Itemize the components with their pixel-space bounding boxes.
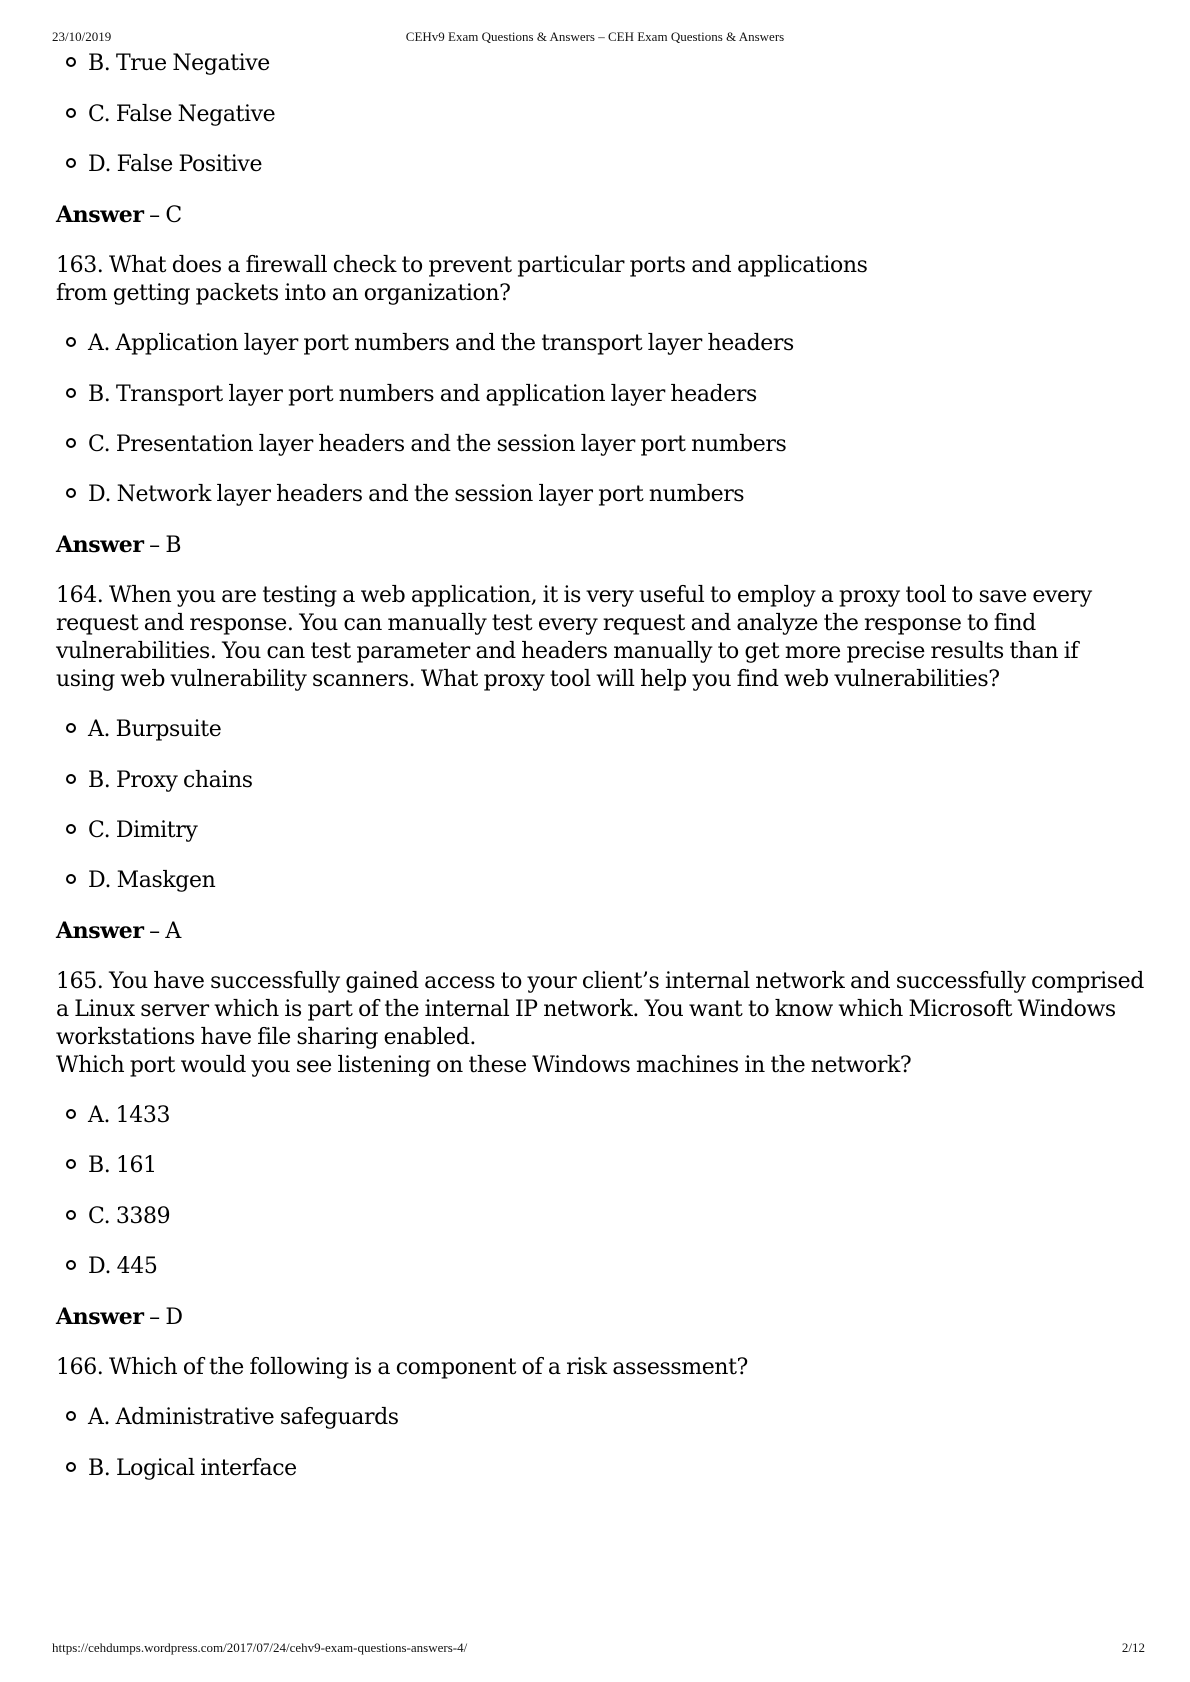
bullet-icon bbox=[66, 723, 76, 733]
bullet-icon bbox=[66, 337, 76, 347]
bullet-icon bbox=[66, 1159, 76, 1169]
option-163-d: D. Network layer headers and the session layer port numbers bbox=[66, 481, 744, 509]
option-165-d: D. 445 bbox=[66, 1253, 157, 1281]
option-165-a: A. 1433 bbox=[66, 1102, 170, 1130]
question-165-line-2: a Linux server which is part of the internal IP network. You want to know which Microsoft Windows bbox=[56, 997, 1116, 1022]
option-165-c: C. 3389 bbox=[66, 1203, 170, 1231]
bullet-icon bbox=[66, 1210, 76, 1220]
question-165-line-3: workstations have file sharing enabled. bbox=[56, 1025, 476, 1050]
bullet-icon bbox=[66, 438, 76, 448]
page-number: 2/12 bbox=[1121, 1640, 1145, 1655]
option-162-b: B. True Negative bbox=[66, 50, 270, 78]
option-163-a: A. Application layer port numbers and the transport layer headers bbox=[66, 330, 794, 358]
bullet-icon bbox=[66, 874, 76, 884]
answer-164: Answer – A bbox=[56, 918, 181, 944]
bullet-icon bbox=[66, 774, 76, 784]
bullet-icon bbox=[66, 824, 76, 834]
question-164-line-2: request and response. You can manually test every request and analyze the response to find bbox=[56, 611, 1036, 636]
bullet-icon bbox=[66, 1109, 76, 1119]
print-footer bbox=[0, 1640, 1190, 1660]
question-164-line-1: 164. When you are testing a web application, it is very useful to employ a proxy tool to save every bbox=[56, 583, 1092, 608]
bullet-icon bbox=[66, 1411, 76, 1421]
option-164-d: D. Maskgen bbox=[66, 867, 215, 895]
option-166-a: A. Administrative safeguards bbox=[66, 1404, 399, 1432]
option-162-c: C. False Negative bbox=[66, 101, 275, 129]
bullet-icon bbox=[66, 57, 76, 67]
bullet-icon bbox=[66, 1260, 76, 1270]
option-164-a: A. Burpsuite bbox=[66, 716, 221, 744]
bullet-icon bbox=[66, 158, 76, 168]
bullet-icon bbox=[66, 488, 76, 498]
page-url: https://cehdumps.wordpress.com/2017/07/24/cehv9-exam-questions-answers-4/ bbox=[52, 1640, 468, 1655]
bullet-icon bbox=[66, 1462, 76, 1472]
print-date: 23/10/2019 bbox=[52, 29, 112, 44]
question-163-line-1: 163. What does a firewall check to prevent particular ports and applications bbox=[56, 253, 868, 278]
answer-162: Answer – C bbox=[56, 202, 182, 228]
question-165-line-1: 165. You have successfully gained access to your client’s internal network and successfully comprised bbox=[56, 969, 1144, 994]
question-164-line-4: using web vulnerability scanners. What proxy tool will help you find web vulnerabilities? bbox=[56, 667, 1000, 692]
question-165-line-4: Which port would you see listening on these Windows machines in the network? bbox=[56, 1053, 912, 1078]
option-164-c: C. Dimitry bbox=[66, 817, 197, 845]
answer-163: Answer – B bbox=[56, 532, 182, 558]
option-164-b: B. Proxy chains bbox=[66, 767, 253, 795]
question-164-line-3: vulnerabilities. You can test parameter and headers manually to get more precise results than if bbox=[56, 639, 1079, 664]
bullet-icon bbox=[66, 388, 76, 398]
option-165-b: B. 161 bbox=[66, 1152, 157, 1180]
bullet-icon bbox=[66, 108, 76, 118]
option-163-b: B. Transport layer port numbers and application layer headers bbox=[66, 381, 757, 409]
option-166-b: B. Logical interface bbox=[66, 1455, 297, 1483]
question-163-line-2: from getting packets into an organization? bbox=[56, 281, 511, 306]
answer-165: Answer – D bbox=[56, 1304, 183, 1330]
print-header bbox=[0, 29, 1190, 49]
print-page-title: CEHv9 Exam Questions & Answers – CEH Exam Questions & Answers bbox=[405, 29, 785, 44]
question-166-line-1: 166. Which of the following is a component of a risk assessment? bbox=[56, 1355, 748, 1380]
option-163-c: C. Presentation layer headers and the session layer port numbers bbox=[66, 431, 786, 459]
option-162-d: D. False Positive bbox=[66, 151, 262, 179]
